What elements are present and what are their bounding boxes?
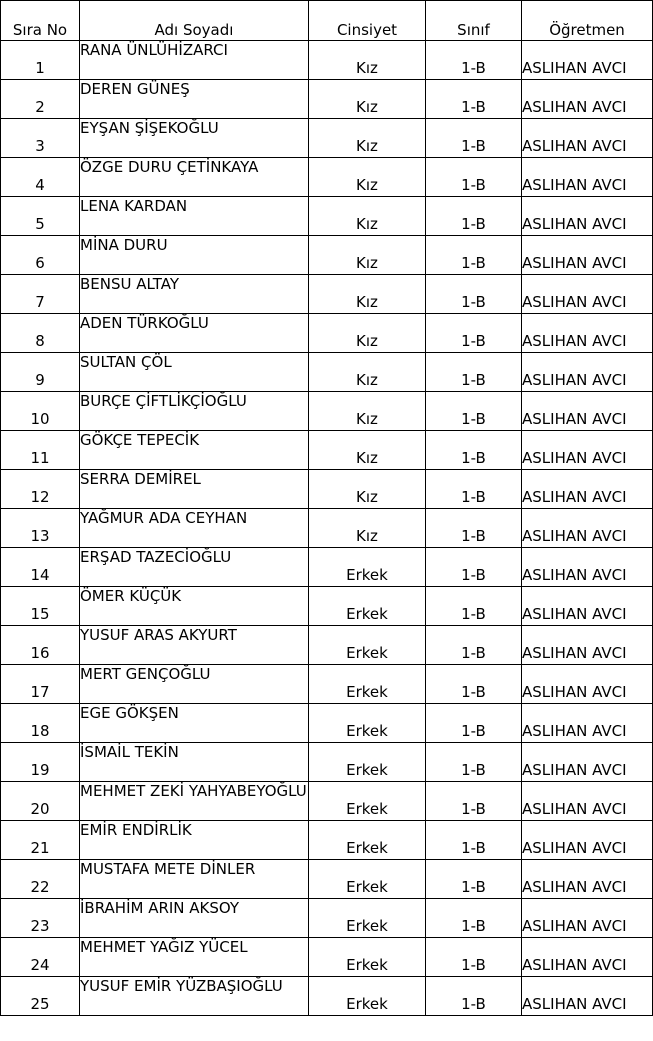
cell-sinif: 1-B — [426, 41, 522, 80]
cell-sinif: 1-B — [426, 626, 522, 665]
cell-sira-no: 16 — [1, 626, 80, 665]
table-row — [1, 938, 653, 977]
header-adi-soyadi: Adı Soyadı — [80, 1, 309, 41]
cell-adi-soyadi: MEHMET YAĞIZ YÜCEL — [80, 938, 309, 977]
cell-sinif: 1-B — [426, 899, 522, 938]
cell-sira-no: 24 — [1, 938, 80, 977]
cell-cinsiyet: Kız — [309, 119, 426, 158]
header-row — [1, 1, 653, 41]
cell-adi-soyadi: EGE GÖKŞEN — [80, 704, 309, 743]
table-row — [1, 314, 653, 353]
cell-sira-no: 21 — [1, 821, 80, 860]
cell-adi-soyadi: SERRA DEMİREL — [80, 470, 309, 509]
table-row — [1, 41, 653, 80]
table-row — [1, 392, 653, 431]
cell-sira-no: 3 — [1, 119, 80, 158]
cell-cinsiyet: Kız — [309, 197, 426, 236]
cell-cinsiyet: Kız — [309, 158, 426, 197]
cell-cinsiyet: Erkek — [309, 938, 426, 977]
cell-cinsiyet: Erkek — [309, 704, 426, 743]
cell-adi-soyadi: GÖKÇE TEPECİK — [80, 431, 309, 470]
cell-sira-no: 22 — [1, 860, 80, 899]
cell-adi-soyadi: BENSU ALTAY — [80, 275, 309, 314]
cell-adi-soyadi: YAĞMUR ADA CEYHAN — [80, 509, 309, 548]
cell-ogretmen: ASLIHAN AVCI — [522, 80, 653, 119]
cell-sira-no: 10 — [1, 392, 80, 431]
cell-sira-no: 17 — [1, 665, 80, 704]
cell-sinif: 1-B — [426, 821, 522, 860]
cell-sinif: 1-B — [426, 587, 522, 626]
table-row — [1, 665, 653, 704]
table-row — [1, 470, 653, 509]
cell-adi-soyadi: MİNA DURU — [80, 236, 309, 275]
cell-sira-no: 25 — [1, 977, 80, 1016]
cell-cinsiyet: Kız — [309, 275, 426, 314]
cell-ogretmen: ASLIHAN AVCI — [522, 860, 653, 899]
cell-cinsiyet: Kız — [309, 392, 426, 431]
cell-sira-no: 19 — [1, 743, 80, 782]
header-cinsiyet: Cinsiyet — [309, 1, 426, 41]
cell-ogretmen: ASLIHAN AVCI — [522, 704, 653, 743]
cell-ogretmen: ASLIHAN AVCI — [522, 41, 653, 80]
cell-adi-soyadi: EMİR ENDİRLİK — [80, 821, 309, 860]
cell-ogretmen: ASLIHAN AVCI — [522, 314, 653, 353]
cell-sinif: 1-B — [426, 665, 522, 704]
cell-adi-soyadi: RANA ÜNLÜHİZARCI — [80, 41, 309, 80]
cell-ogretmen: ASLIHAN AVCI — [522, 587, 653, 626]
cell-cinsiyet: Kız — [309, 431, 426, 470]
cell-sira-no: 14 — [1, 548, 80, 587]
cell-adi-soyadi: ÖZGE DURU ÇETİNKAYA — [80, 158, 309, 197]
cell-ogretmen: ASLIHAN AVCI — [522, 977, 653, 1016]
cell-ogretmen: ASLIHAN AVCI — [522, 119, 653, 158]
table-row — [1, 431, 653, 470]
cell-ogretmen: ASLIHAN AVCI — [522, 275, 653, 314]
cell-ogretmen: ASLIHAN AVCI — [522, 158, 653, 197]
cell-sira-no: 8 — [1, 314, 80, 353]
table-row — [1, 509, 653, 548]
cell-cinsiyet: Erkek — [309, 626, 426, 665]
cell-adi-soyadi: YUSUF ARAS AKYURT — [80, 626, 309, 665]
cell-sira-no: 23 — [1, 899, 80, 938]
cell-cinsiyet: Erkek — [309, 821, 426, 860]
cell-ogretmen: ASLIHAN AVCI — [522, 782, 653, 821]
cell-cinsiyet: Kız — [309, 314, 426, 353]
cell-ogretmen: ASLIHAN AVCI — [522, 470, 653, 509]
table-header — [1, 1, 653, 41]
cell-sira-no: 7 — [1, 275, 80, 314]
cell-ogretmen: ASLIHAN AVCI — [522, 665, 653, 704]
table-row — [1, 821, 653, 860]
cell-sinif: 1-B — [426, 860, 522, 899]
cell-ogretmen: ASLIHAN AVCI — [522, 236, 653, 275]
cell-sinif: 1-B — [426, 977, 522, 1016]
cell-cinsiyet: Kız — [309, 41, 426, 80]
header-sira-no: Sıra No — [1, 1, 80, 41]
cell-sinif: 1-B — [426, 704, 522, 743]
cell-ogretmen: ASLIHAN AVCI — [522, 197, 653, 236]
table-row — [1, 119, 653, 158]
table-body — [1, 41, 653, 1016]
cell-adi-soyadi: İSMAİL TEKİN — [80, 743, 309, 782]
cell-sinif: 1-B — [426, 119, 522, 158]
cell-ogretmen: ASLIHAN AVCI — [522, 938, 653, 977]
cell-sira-no: 4 — [1, 158, 80, 197]
cell-sinif: 1-B — [426, 353, 522, 392]
cell-ogretmen: ASLIHAN AVCI — [522, 899, 653, 938]
cell-ogretmen: ASLIHAN AVCI — [522, 743, 653, 782]
cell-adi-soyadi: ÖMER KÜÇÜK — [80, 587, 309, 626]
table-row — [1, 860, 653, 899]
cell-adi-soyadi: MEHMET ZEKİ YAHYABEYOĞLU — [80, 782, 309, 821]
cell-cinsiyet: Erkek — [309, 587, 426, 626]
cell-cinsiyet: Erkek — [309, 860, 426, 899]
table-row — [1, 275, 653, 314]
cell-sinif: 1-B — [426, 938, 522, 977]
table-row — [1, 899, 653, 938]
table-row — [1, 626, 653, 665]
cell-adi-soyadi: DEREN GÜNEŞ — [80, 80, 309, 119]
cell-sira-no: 12 — [1, 470, 80, 509]
cell-ogretmen: ASLIHAN AVCI — [522, 821, 653, 860]
table-row — [1, 977, 653, 1016]
cell-sinif: 1-B — [426, 743, 522, 782]
cell-sinif: 1-B — [426, 80, 522, 119]
table-row — [1, 197, 653, 236]
cell-sira-no: 15 — [1, 587, 80, 626]
table-row — [1, 704, 653, 743]
cell-ogretmen: ASLIHAN AVCI — [522, 509, 653, 548]
cell-ogretmen: ASLIHAN AVCI — [522, 392, 653, 431]
cell-adi-soyadi: SULTAN ÇÖL — [80, 353, 309, 392]
table-row — [1, 743, 653, 782]
cell-sira-no: 11 — [1, 431, 80, 470]
cell-adi-soyadi: MERT GENÇOĞLU — [80, 665, 309, 704]
cell-sira-no: 13 — [1, 509, 80, 548]
table-row — [1, 587, 653, 626]
cell-sinif: 1-B — [426, 548, 522, 587]
cell-sira-no: 20 — [1, 782, 80, 821]
table-row — [1, 80, 653, 119]
cell-cinsiyet: Kız — [309, 80, 426, 119]
cell-adi-soyadi: EYŞAN ŞİŞEKOĞLU — [80, 119, 309, 158]
table-row — [1, 236, 653, 275]
cell-cinsiyet: Erkek — [309, 899, 426, 938]
cell-ogretmen: ASLIHAN AVCI — [522, 431, 653, 470]
cell-cinsiyet: Erkek — [309, 782, 426, 821]
header-ogretmen: Öğretmen — [522, 1, 653, 41]
cell-sinif: 1-B — [426, 509, 522, 548]
cell-cinsiyet: Kız — [309, 509, 426, 548]
cell-sinif: 1-B — [426, 470, 522, 509]
cell-ogretmen: ASLIHAN AVCI — [522, 353, 653, 392]
cell-adi-soyadi: MUSTAFA METE DİNLER — [80, 860, 309, 899]
cell-adi-soyadi: ERŞAD TAZECİOĞLU — [80, 548, 309, 587]
cell-sinif: 1-B — [426, 782, 522, 821]
cell-adi-soyadi: İBRAHİM ARIN AKSOY — [80, 899, 309, 938]
cell-cinsiyet: Erkek — [309, 665, 426, 704]
table-row — [1, 782, 653, 821]
cell-ogretmen: ASLIHAN AVCI — [522, 626, 653, 665]
cell-adi-soyadi: YUSUF EMİR YÜZBAŞIOĞLU — [80, 977, 309, 1016]
cell-sinif: 1-B — [426, 236, 522, 275]
cell-adi-soyadi: LENA KARDAN — [80, 197, 309, 236]
cell-adi-soyadi: ADEN TÜRKOĞLU — [80, 314, 309, 353]
table-row — [1, 548, 653, 587]
table-row — [1, 353, 653, 392]
cell-sinif: 1-B — [426, 197, 522, 236]
cell-sinif: 1-B — [426, 158, 522, 197]
cell-sira-no: 1 — [1, 41, 80, 80]
cell-cinsiyet: Kız — [309, 353, 426, 392]
header-sinif: Sınıf — [426, 1, 522, 41]
table-row — [1, 158, 653, 197]
cell-cinsiyet: Erkek — [309, 743, 426, 782]
cell-sinif: 1-B — [426, 392, 522, 431]
cell-ogretmen: ASLIHAN AVCI — [522, 548, 653, 587]
cell-sira-no: 5 — [1, 197, 80, 236]
cell-cinsiyet: Erkek — [309, 977, 426, 1016]
cell-sira-no: 2 — [1, 80, 80, 119]
cell-sira-no: 9 — [1, 353, 80, 392]
cell-sira-no: 18 — [1, 704, 80, 743]
cell-adi-soyadi: BURÇE ÇİFTLİKÇİOĞLU — [80, 392, 309, 431]
cell-sinif: 1-B — [426, 275, 522, 314]
cell-sinif: 1-B — [426, 431, 522, 470]
cell-cinsiyet: Kız — [309, 470, 426, 509]
cell-cinsiyet: Kız — [309, 236, 426, 275]
cell-cinsiyet: Erkek — [309, 548, 426, 587]
cell-sira-no: 6 — [1, 236, 80, 275]
cell-sinif: 1-B — [426, 314, 522, 353]
